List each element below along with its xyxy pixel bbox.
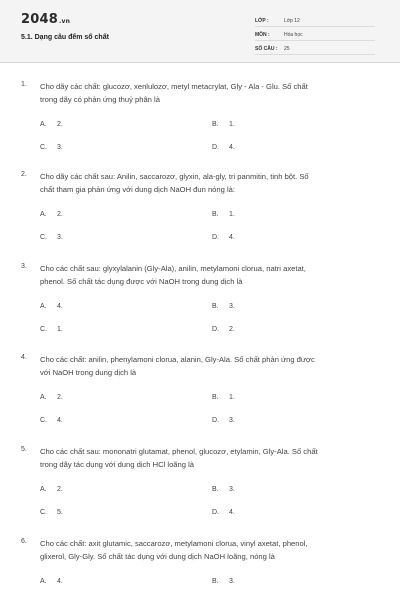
option-a[interactable]: A. 4. <box>40 303 63 310</box>
question-text-line: Cho dãy các chất sau: Anilin, saccarozơ, glyxin, ala-gly, tri panmitin, tinh bột. Số <box>40 172 309 181</box>
meta-class-value: Lớp 12 <box>284 18 300 24</box>
question-text-line: Cho các chất sau: mononatri glutamat, phenol, glucozơ, etylamin, Gly-Ala. Số chất <box>40 447 318 456</box>
site-logo[interactable]: 2048.vn <box>21 12 71 27</box>
meta-count-value: 25 <box>284 46 290 52</box>
question-number: 5. <box>21 446 27 453</box>
meta-class <box>255 14 375 27</box>
option-d[interactable]: D. 4. <box>212 144 235 151</box>
question-text-line: trong dãy tác dụng với dung dịch HCl loãng là <box>40 460 194 469</box>
option-a[interactable]: A. 4. <box>40 578 63 585</box>
option-d[interactable]: D. 3. <box>212 417 235 424</box>
question-text-line: trong dãy có phản ứng thuỷ phân là <box>40 95 160 104</box>
meta-count-label: SỐ CÂU : <box>255 46 278 52</box>
option-a[interactable]: A. 2. <box>40 394 63 401</box>
question-text-line: Cho các chất: anilin, phenylamoni clorua, alanin, Gly-Ala. Số chất phản ứng được <box>40 355 315 364</box>
question-number: 3. <box>21 263 27 270</box>
question-number: 1. <box>21 81 27 88</box>
meta-subject-value: Hóa học <box>284 32 303 38</box>
question-text-line: chất tham gia phản ứng với dung dịch NaOH đun nóng là: <box>40 185 235 194</box>
option-c[interactable]: C. 4. <box>40 417 63 424</box>
question-number: 2. <box>21 171 27 178</box>
option-d[interactable]: D. 4. <box>212 234 235 241</box>
section-title: 5.1. Dạng câu đếm số chất <box>21 34 109 41</box>
option-a[interactable]: A. 2. <box>40 121 63 128</box>
option-b[interactable]: B. 1. <box>212 121 235 128</box>
meta-question-count <box>255 42 375 55</box>
question-number: 4. <box>21 354 27 361</box>
question-text-line: với NaOH trong dung dịch là <box>40 368 137 377</box>
option-b[interactable]: B. 3. <box>212 303 235 310</box>
question-text-line: Cho các chất sau: glyxylalanin (Gly-Ala), anilin, metylamoni clorua, natri axetat, <box>40 264 306 273</box>
option-c[interactable]: C. 3. <box>40 234 63 241</box>
question-text-line: Cho các chất: axit glutamic, saccarozơ, metylamoni clorua, vinyl axetat, phenol, <box>40 539 308 548</box>
meta-subject <box>255 28 375 41</box>
option-a[interactable]: A. 2. <box>40 211 63 218</box>
option-d[interactable]: D. 2. <box>212 326 235 333</box>
option-b[interactable]: B. 1. <box>212 211 235 218</box>
option-c[interactable]: C. 3. <box>40 144 63 151</box>
option-b[interactable]: B. 3. <box>212 486 235 493</box>
question-text-line: Cho dãy các chất: glucozơ, xenlulozơ, metyl metacrylat, Gly - Ala - Glu. Số chất <box>40 82 308 91</box>
option-a[interactable]: A. 2. <box>40 486 63 493</box>
meta-class-label: LỚP : <box>255 18 269 24</box>
option-b[interactable]: B. 1. <box>212 394 235 401</box>
option-c[interactable]: C. 5. <box>40 509 63 516</box>
option-c[interactable]: C. 1. <box>40 326 63 333</box>
meta-subject-label: MÔN : <box>255 32 270 38</box>
header-divider <box>0 62 400 63</box>
document-header <box>0 0 400 62</box>
question-number: 6. <box>21 538 27 545</box>
option-b[interactable]: B. 3. <box>212 578 235 585</box>
question-text-line: glixerol, Gly-Gly. Số chất tác dụng với dung dịch NaOH loãng, nóng là <box>40 552 275 561</box>
question-text-line: phenol. Số chất tác dụng được với NaOH trong dung dịch là <box>40 277 243 286</box>
option-d[interactable]: D. 4. <box>212 509 235 516</box>
